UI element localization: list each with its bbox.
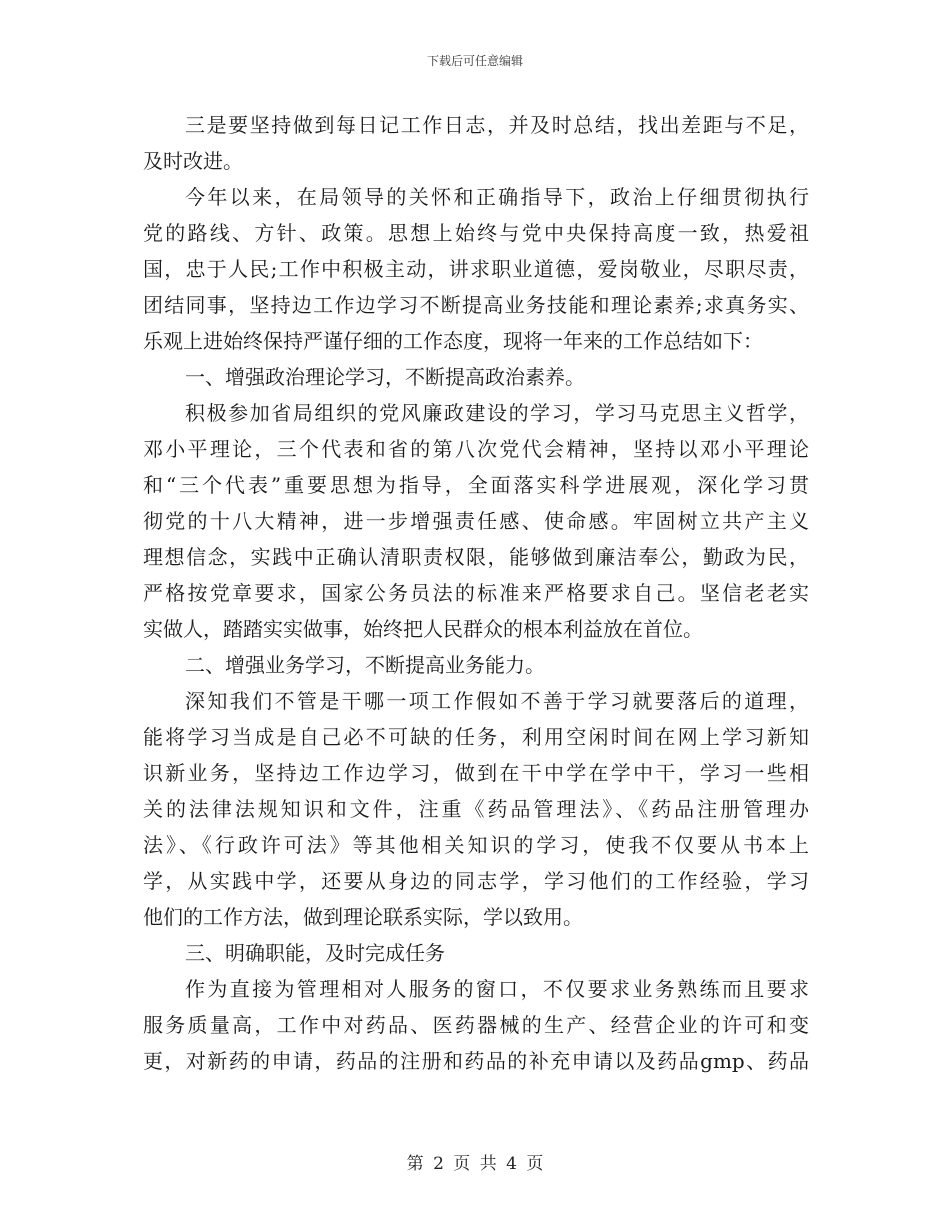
- body-text-line: 和“三个代表”重要思想为指导，全面落实科学进展观，深化学习贯: [143, 473, 809, 497]
- body-text-line: 积极参加省局组织的党风廉政建设的学习，学习马克思主义哲学，: [185, 401, 809, 425]
- body-text-line: 党的路线、方针、政策。思想上始终与党中央保持高度一致，热爱祖: [143, 221, 809, 245]
- body-text-line: 今年以来，在局领导的关怀和正确指导下，政治上仔细贯彻执行: [185, 185, 809, 209]
- body-text-line: 三、明确职能，及时完成任务: [185, 941, 445, 965]
- body-text-line: 严格按党章要求，国家公务员法的标准来严格要求自己。坚信老老实: [143, 581, 809, 605]
- body-text-line: 团结同事，坚持边工作边学习不断提高业务技能和理论素养;求真务实、: [143, 293, 809, 317]
- body-text-line: 彻党的十八大精神，进一步增强责任感、使命感。牢固树立共产主义: [143, 509, 809, 533]
- body-text-line: 识新业务，坚持边工作边学习，做到在干中学在学中干，学习一些相: [143, 761, 809, 785]
- body-text-line: 实做人，踏踏实实做事，始终把人民群众的根本利益放在首位。: [143, 617, 703, 641]
- body-text-line: 及时改进。: [143, 149, 243, 173]
- body-text-line: 一、增强政治理论学习，不断提高政治素养。: [185, 365, 585, 389]
- body-text-line: 服务质量高，工作中对药品、医药器械的生产、经营企业的许可和变: [143, 1013, 809, 1037]
- body-text-line: 二、增强业务学习，不断提高业务能力。: [185, 653, 545, 677]
- page-number-footer: 第 2 页 共 4 页: [406, 1154, 544, 1174]
- body-text-line: 乐观上进始终保持严谨仔细的工作态度，现将一年来的工作总结如下：: [143, 329, 763, 353]
- body-text-line: 国，忠于人民;工作中积极主动，讲求职业道德，爱岗敬业，尽职尽责，: [143, 257, 809, 281]
- page-header: 下载后可任意编辑: [426, 54, 523, 68]
- body-text-line: 能将学习当成是自己必不可缺的任务，利用空闲时间在网上学习新知: [143, 725, 809, 749]
- document-body: [143, 107, 809, 1079]
- body-text-line: 邓小平理论，三个代表和省的第八次党代会精神，坚持以邓小平理论: [143, 437, 809, 461]
- body-text-line: 他们的工作方法，做到理论联系实际，学以致用。: [143, 905, 583, 929]
- body-text-line: 更，对新药的申请，药品的注册和药品的补充申请以及药品gmp、药品: [143, 1049, 809, 1073]
- body-text-line: 法》、《行政许可法》等其他相关知识的学习，使我不仅要从书本上: [143, 833, 809, 857]
- body-text-line: 理想信念，实践中正确认清职责权限，能够做到廉洁奉公，勤政为民，: [143, 545, 809, 569]
- body-text-line: 学，从实践中学，还要从身边的同志学，学习他们的工作经验，学习: [143, 869, 809, 893]
- body-text-line: 深知我们不管是干哪一项工作假如不善于学习就要落后的道理，: [185, 689, 809, 713]
- body-text-line: 作为直接为管理相对人服务的窗口，不仅要求业务熟练而且要求: [185, 977, 809, 1001]
- body-text-line: 关的法律法规知识和文件，注重《药品管理法》、《药品注册管理办: [143, 797, 809, 821]
- body-text-line: 三是要坚持做到每日记工作日志，并及时总结，找出差距与不足，: [185, 113, 809, 137]
